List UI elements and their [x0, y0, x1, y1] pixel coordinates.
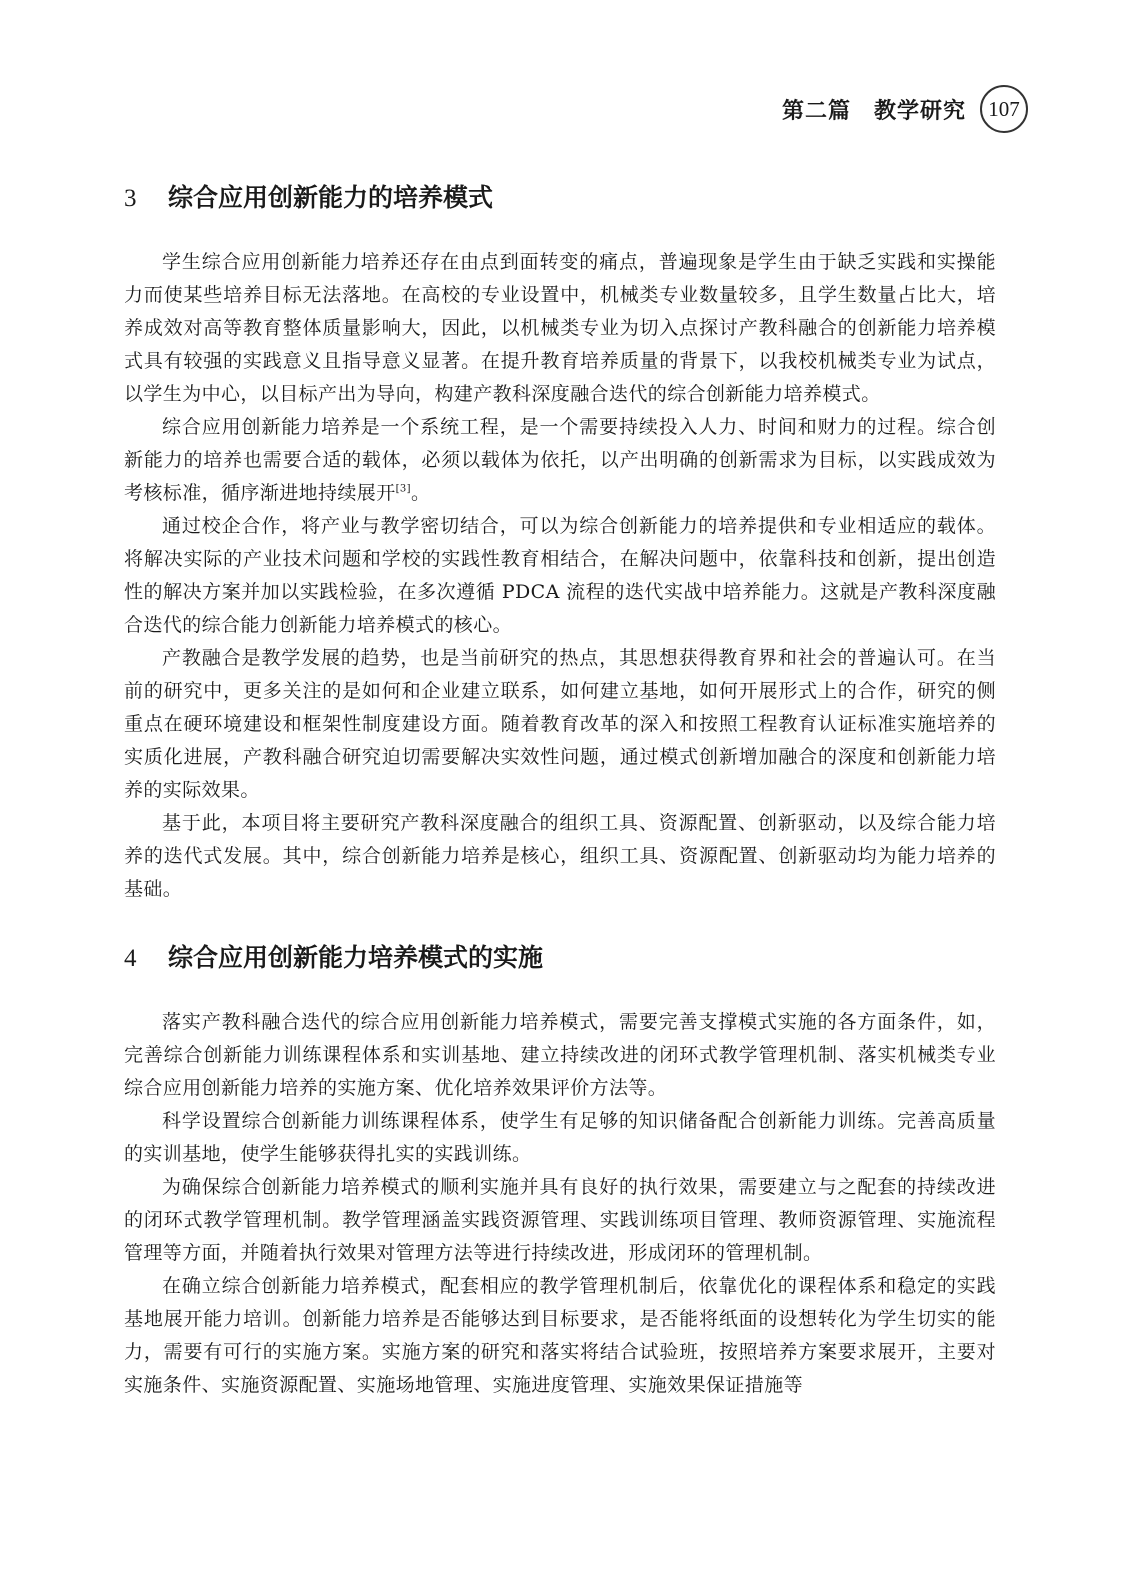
- page-body: [124, 172, 996, 1402]
- section-3-heading: [124, 172, 996, 224]
- paragraph: 在确立综合创新能力培养模式，配套相应的教学管理机制后，依靠优化的课程体系和稳定的实践基地展开能力培训。创新能力培养是否能够达到目标要求，是否能将纸面的设想转化为学生切实的能力，需要有可行的实施方案。实施方案的研究和落实将结合试验班，按照培养方案要求展开，主要对实施条件、实施资源配置、实施场地管理、实施进度管理、实施效果保证措施等: [124, 1275, 996, 1396]
- paragraph: 产教融合是教学发展的趋势，也是当前研究的热点，其思想获得教育界和社会的普遍认可。在当前的研究中，更多关注的是如何和企业建立联系，如何建立基地，如何开展形式上的合作，研究的侧重点在硬环境建设和框架性制度建设方面。随着教育改革的深入和按照工程教育认证标准实施培养的实质化进展，产教科融合研究迫切需要解决实效性问题，通过模式创新增加融合的深度和创新能力培养的实际效果。: [124, 647, 996, 801]
- paragraph: 落实产教科融合迭代的综合应用创新能力培养模式，需要完善支撑模式实施的各方面条件，如，完善综合创新能力训练课程体系和实训基地、建立持续改进的闭环式教学管理机制、落实机械类专业综合应用创新能力培养的实施方案、优化培养效果评价方法等。: [124, 1011, 996, 1099]
- section-4-number: 4: [124, 945, 137, 972]
- section-3-title: 综合应用创新能力的培养模式: [168, 183, 494, 212]
- header-title: 第二篇 教学研究: [781, 98, 966, 124]
- paragraph-text: 综合应用创新能力培养是一个系统工程，是一个需要持续投入人力、时间和财力的过程。综合创新能力的培养也需要合适的载体，必须以载体为依托，以产出明确的创新需求为目标，以实践成效为考核标准，循序渐进地持续展开: [124, 416, 996, 504]
- paragraph: 科学设置综合创新能力训练课程体系，使学生有足够的知识储备配合创新能力训练。完善高质量的实训基地，使学生能够获得扎实的实践训练。: [124, 1110, 996, 1165]
- section-3-number: 3: [124, 185, 137, 212]
- paragraph-with-citation: [124, 411, 996, 510]
- section-4-heading: [124, 932, 996, 984]
- running-header: [782, 84, 1028, 134]
- section-3-body: [124, 246, 996, 906]
- paragraph: 通过校企合作，将产业与教学密切结合，可以为综合创新能力的培养提供和专业相适应的载体。将解决实际的产业技术问题和学校的实践性教育相结合，在解决问题中，依靠科技和创新，提出创造性的解决方案并加以实践检验，在多次遵循 PDCA 流程的迭代实战中培养能力。这就是产教科深度融合迭代的综合能力创新能力培养模式的核心。: [124, 515, 996, 636]
- citation-marker[interactable]: [3]: [395, 483, 411, 495]
- paragraph: 基于此，本项目将主要研究产教科深度融合的组织工具、资源配置、创新驱动，以及综合能力培养的迭代式发展。其中，综合创新能力培养是核心，组织工具、资源配置、创新驱动均为能力培养的基础。: [124, 812, 996, 900]
- paragraph-text-end: 。: [410, 482, 431, 504]
- section-4-body: [124, 1006, 996, 1402]
- page-number: 107: [980, 85, 1028, 133]
- paragraph: 为确保综合创新能力培养模式的顺利实施并具有良好的执行效果，需要建立与之配套的持续改进的闭环式教学管理机制。教学管理涵盖实践资源管理、实践训练项目管理、教师资源管理、实施流程管理等方面，并随着执行效果对管理方法等进行持续改进，形成闭环的管理机制。: [124, 1176, 996, 1264]
- section-4-title: 综合应用创新能力培养模式的实施: [168, 943, 544, 972]
- paragraph: 学生综合应用创新能力培养还存在由点到面转变的痛点，普遍现象是学生由于缺乏实践和实操能力而使某些培养目标无法落地。在高校的专业设置中，机械类专业数量较多，且学生数量占比大，培养成效对高等教育整体质量影响大，因此，以机械类专业为切入点探讨产教科融合的创新能力培养模式具有较强的实践意义且指导意义显著。在提升教育培养质量的背景下，以我校机械类专业为试点，以学生为中心，以目标产出为导向，构建产教科深度融合迭代的综合创新能力培养模式。: [124, 251, 996, 405]
